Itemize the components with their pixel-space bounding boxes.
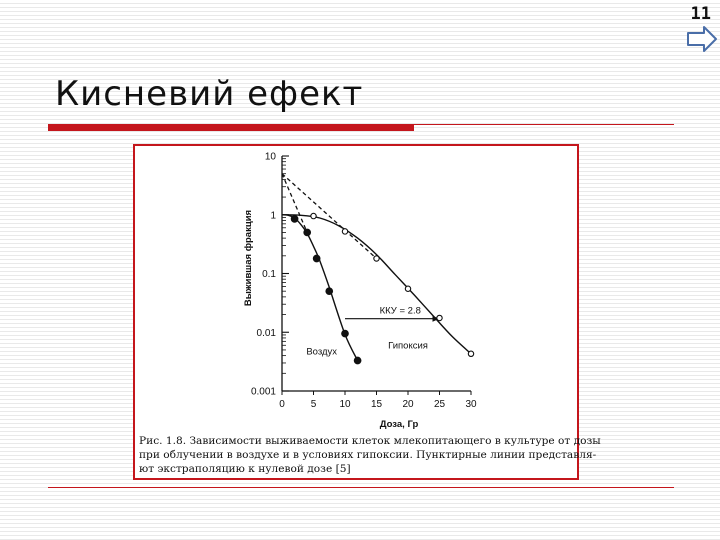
x-tick-label: 15 — [370, 399, 383, 410]
data-point-hypoxia — [468, 351, 473, 356]
data-point-hypoxia — [311, 213, 316, 218]
data-point-air — [342, 330, 349, 337]
y-tick-label: 0.01 — [256, 327, 276, 339]
y-tick-label: 0.1 — [262, 269, 276, 280]
data-point-hypoxia — [437, 315, 442, 320]
curve-air — [282, 215, 358, 361]
slide-title: Кисневий ефект — [55, 74, 364, 114]
data-point-hypoxia — [342, 229, 347, 234]
y-tick-label: 0.001 — [250, 386, 276, 398]
data-point-air — [304, 229, 311, 236]
caption-line: ют экстраполяцию к нулевой дозе [5] — [139, 463, 351, 475]
caption-line: Рис. 1.8. Зависимости выживаемости клеток млекопитающего в культуре от дозы — [139, 435, 601, 447]
figure-caption — [139, 434, 601, 476]
y-tick-label: 10 — [264, 151, 276, 163]
x-tick-label: 25 — [433, 399, 446, 410]
data-point-air — [313, 255, 320, 262]
title-underline-thin — [414, 124, 674, 125]
x-tick-label: 20 — [402, 399, 414, 410]
survival-chart — [135, 146, 577, 436]
x-tick-label: 30 — [465, 399, 477, 410]
x-tick-label: 5 — [310, 399, 317, 410]
x-tick-label: 10 — [339, 399, 351, 410]
slide-number: 11 — [690, 4, 711, 24]
annotation-label: ККУ = 2.8 — [379, 305, 421, 317]
data-point-hypoxia — [405, 286, 410, 291]
figure-frame — [133, 144, 601, 480]
data-point-air — [326, 288, 333, 295]
y-axis-label: Выжившая фракция — [243, 209, 254, 307]
x-axis-label: Доза, Гр — [379, 419, 419, 430]
series-label: Воздух — [306, 346, 338, 358]
caption-line: при облучении в воздухе и в условиях гипоксии. Пунктирные линии представля- — [139, 449, 597, 461]
data-point-hypoxia — [374, 256, 379, 261]
next-slide-arrow-icon[interactable] — [686, 24, 718, 54]
y-tick-label: 1 — [270, 210, 276, 222]
x-tick-label: 0 — [279, 399, 285, 410]
series-label: Гипоксия — [388, 340, 428, 352]
data-point-air — [354, 357, 361, 364]
bottom-rule — [48, 487, 674, 488]
title-underline-thick — [48, 124, 414, 131]
data-point-air — [291, 216, 298, 223]
curve-hypoxia — [282, 215, 471, 354]
